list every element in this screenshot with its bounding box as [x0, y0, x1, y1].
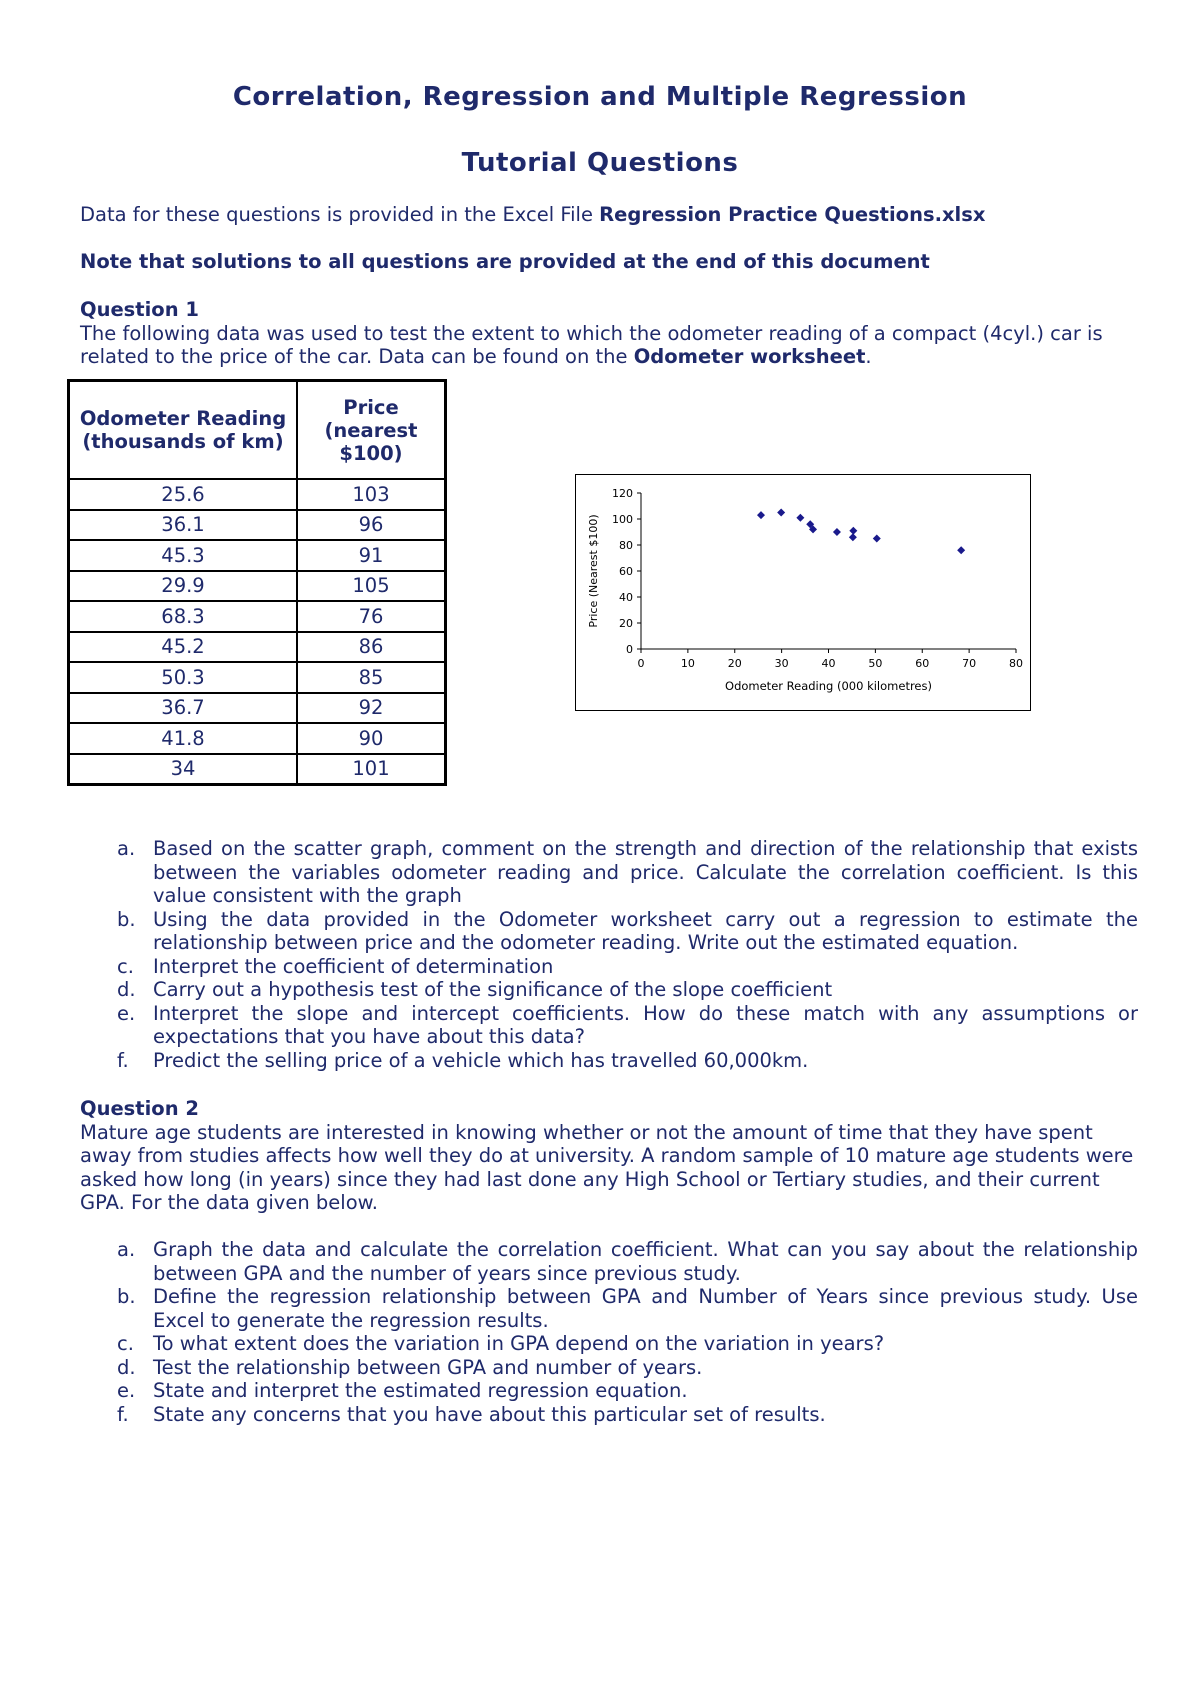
y-tick-label: 80: [619, 539, 633, 552]
y-tick-label: 40: [619, 591, 633, 604]
price-cell: 85: [297, 662, 445, 693]
table-row: [69, 723, 445, 754]
document-subtitle: Tutorial Questions: [461, 148, 739, 178]
list-item: [80, 1238, 1138, 1285]
data-point: [757, 511, 765, 519]
price-cell: 90: [297, 723, 445, 754]
list-item-marker: a.: [117, 1238, 136, 1261]
price-cell: 101: [297, 754, 445, 785]
y-tick-label: 60: [619, 565, 633, 578]
list-item: [80, 908, 1138, 955]
data-point: [957, 546, 965, 554]
question-2-heading: Question 2: [80, 1097, 199, 1120]
list-item-text: Define the regression relationship between GPA and Number of Years since previous study. Use Excel to generate the regression results.: [153, 1285, 1138, 1332]
question-1-text: The following data was used to test the extent to which the odometer reading of a compact (4cyl.) car is related to the price of the car. Data can be found on the: [80, 321, 1103, 368]
list-item: [80, 1379, 1138, 1403]
list-item: [80, 978, 1138, 1002]
x-tick-label: 10: [680, 657, 695, 670]
odometer-cell: 50.3: [69, 662, 297, 693]
list-item-text: Test the relationship between GPA and number of years.: [153, 1355, 703, 1379]
list-item-marker: e.: [117, 1379, 136, 1402]
x-tick-label: 60: [915, 657, 930, 670]
list-item: [80, 837, 1138, 908]
solutions-note: Note that solutions to all questions are provided at the end of this document: [80, 250, 930, 273]
list-item-text: To what extent does the variation in GPA depend on the variation in years?: [153, 1332, 885, 1355]
question-2-intro: [80, 1097, 1138, 1215]
list-item-marker: d.: [117, 1355, 136, 1379]
table-row: [69, 601, 445, 632]
list-item-marker: b.: [117, 1285, 136, 1308]
odometer-cell: 34: [69, 754, 297, 785]
data-point: [849, 533, 857, 541]
question-2-list: [80, 1238, 1138, 1426]
price-cell: 96: [297, 510, 445, 541]
list-item: [80, 1332, 1138, 1356]
data-point: [796, 514, 804, 522]
data-point: [833, 528, 841, 536]
header-odometer: Odometer Reading (thousands of km): [69, 381, 297, 479]
x-tick-label: 50: [868, 657, 883, 670]
table-row: [69, 540, 445, 571]
list-item: [80, 1002, 1138, 1049]
list-item: [80, 1285, 1138, 1332]
price-cell: 76: [297, 601, 445, 632]
data-point: [849, 527, 857, 535]
list-item-text: Graph the data and calculate the correlation coefficient. What can you say about the relationship between GPA and the number of years since previous study.: [153, 1238, 1138, 1285]
odometer-data-table: [68, 380, 446, 785]
table-row: [69, 510, 445, 541]
y-axis-label: Price (Nearest $100): [587, 514, 600, 628]
scatter-chart-svg: [576, 475, 1030, 710]
question-1-intro: [80, 298, 1138, 369]
list-item: [80, 1356, 1138, 1380]
odometer-cell: 68.3: [69, 601, 297, 632]
list-item-marker: b.: [117, 907, 136, 931]
price-cell: 92: [297, 693, 445, 724]
list-item-text: Interpret the coefficient of determination: [153, 954, 554, 978]
data-point: [873, 535, 881, 543]
odometer-cell: 25.6: [69, 479, 297, 510]
table-row: [69, 662, 445, 693]
x-tick-label: 0: [637, 657, 645, 670]
list-item-marker: a.: [117, 837, 136, 860]
intro-file-name: Regression Practice Questions.xlsx: [599, 203, 986, 226]
x-tick-label: 30: [774, 657, 789, 670]
price-cell: 103: [297, 479, 445, 510]
question-1-heading: Question 1: [80, 298, 199, 321]
list-item-text: Using the data provided in the Odometer worksheet carry out a regression to estimate the relationship between price and the odometer reading. Write out the estimated equation.: [153, 907, 1138, 954]
list-item-text: State any concerns that you have about this particular set of results.: [153, 1402, 826, 1426]
table-row: [69, 479, 445, 510]
price-cell: 91: [297, 540, 445, 571]
y-tick-label: 100: [612, 513, 633, 526]
odometer-cell: 41.8: [69, 723, 297, 754]
odometer-cell: 45.3: [69, 540, 297, 571]
x-axis-label: Odometer Reading (000 kilometres): [725, 679, 932, 693]
list-item-text: State and interpret the estimated regression equation.: [153, 1379, 688, 1402]
document-title: Correlation, Regression and Multiple Regression: [232, 82, 968, 112]
list-item-text: Predict the selling price of a vehicle which has travelled 60,000km.: [153, 1048, 809, 1072]
table-row: [69, 632, 445, 663]
x-tick-label: 40: [821, 657, 836, 670]
list-item-text: Carry out a hypothesis test of the significance of the slope coefficient: [153, 978, 833, 1001]
list-item-marker: e.: [117, 1001, 136, 1025]
intro-text: Data for these questions is provided in the Excel File: [80, 203, 600, 226]
x-tick-label: 70: [962, 657, 977, 670]
question-2-text: Mature age students are interested in knowing whether or not the amount of time that they have spent away from studies affects how well they do at university. A random sample of 10 mature age students were asked how long (in years) since they had last done any High School or Tertiary studies, and their current GPA. For the data given below.: [80, 1120, 1134, 1214]
data-point: [777, 509, 785, 517]
intro-paragraph: [80, 203, 1138, 227]
question-1-worksheet: Odometer worksheet: [633, 345, 866, 368]
list-item: [80, 955, 1138, 979]
list-item-marker: c.: [117, 1332, 134, 1355]
list-item: [80, 1049, 1138, 1073]
price-cell: 86: [297, 632, 445, 663]
list-item-marker: d.: [117, 978, 136, 1001]
price-cell: 105: [297, 571, 445, 602]
odometer-cell: 45.2: [69, 632, 297, 663]
y-tick-label: 20: [619, 617, 633, 630]
list-item-text: Based on the scatter graph, comment on the strength and direction of the relationship that exists between the variables odometer reading and price. Calculate the correlation coefficient. Is this value consistent with the graph: [153, 837, 1138, 907]
x-tick-label: 80: [1009, 657, 1023, 670]
y-tick-label: 120: [612, 487, 633, 500]
list-item-marker: f.: [117, 1048, 129, 1072]
odometer-cell: 29.9: [69, 571, 297, 602]
x-tick-label: 20: [727, 657, 742, 670]
list-item-text: Interpret the slope and intercept coefficients. How do these match with any assumptions or expectations that you have about this data?: [153, 1001, 1138, 1048]
list-item-marker: f.: [117, 1402, 129, 1426]
list-item: [80, 1403, 1138, 1427]
table-header-row: [69, 381, 445, 479]
question-1-text-end: .: [865, 345, 872, 368]
y-tick-label: 0: [626, 643, 633, 656]
question-1-list: [80, 837, 1138, 1072]
odometer-cell: 36.1: [69, 510, 297, 541]
table-row: [69, 754, 445, 785]
table-row: [69, 693, 445, 724]
header-price: Price (nearest $100): [297, 381, 445, 479]
odometer-cell: 36.7: [69, 693, 297, 724]
list-item-marker: c.: [117, 954, 134, 978]
table-row: [69, 571, 445, 602]
scatter-chart: [575, 474, 1031, 711]
